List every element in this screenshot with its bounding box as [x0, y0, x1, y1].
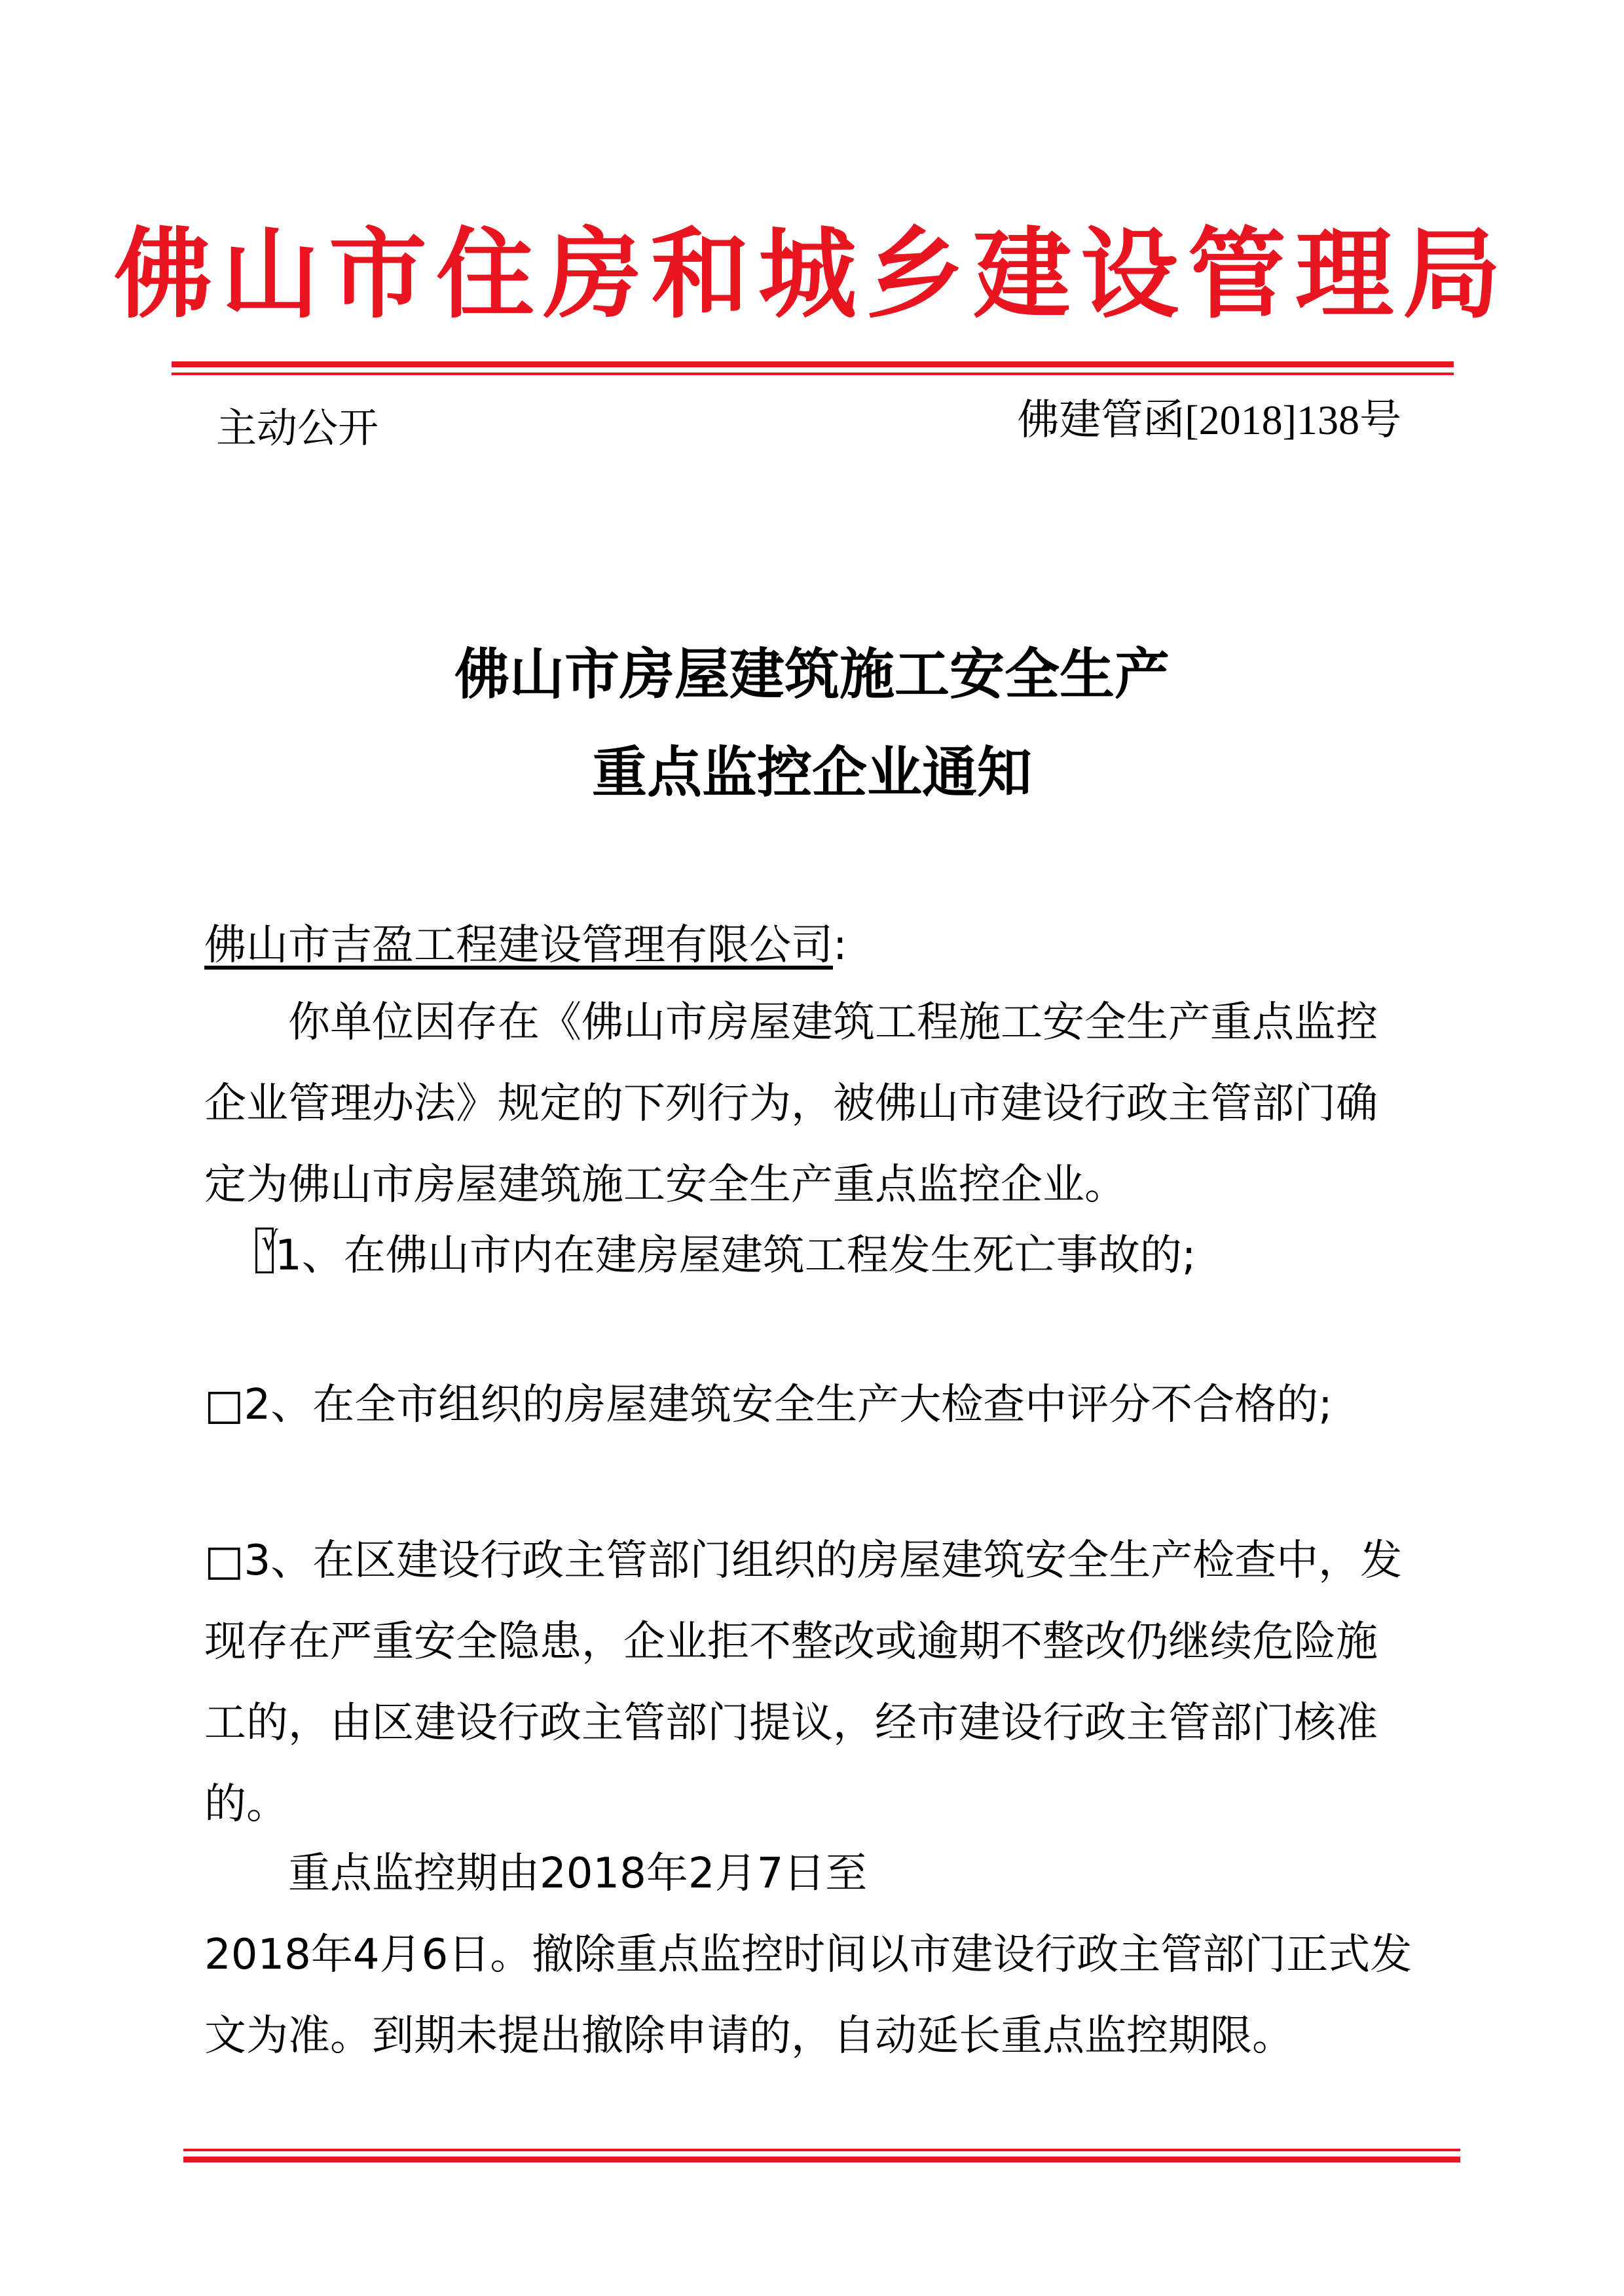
item-3-line-3: 工的，由区建设行政主管部门提议，经市建设行政主管部门核准	[204, 1699, 1378, 1747]
recipient-line	[204, 905, 847, 986]
violation-item-1	[255, 1215, 1196, 1296]
document-number: 佛建管函[2018]138号	[1017, 397, 1401, 443]
violation-item-2	[204, 1364, 1333, 1446]
disclosure-label: 主动公开	[216, 404, 379, 452]
intro-line-3: 定为佛山市房屋建筑施工安全生产重点监控企业。	[204, 1161, 1126, 1209]
item-1-checkbox[interactable]	[255, 1228, 274, 1273]
intro-paragraph	[204, 982, 1378, 1226]
notice-title-line-1: 佛山市房屋建筑施工安全生产	[454, 642, 1170, 706]
item-3-line-2: 现存在严重安全隐患，企业拒不整改或逾期不整改仍继续危险施	[204, 1618, 1378, 1666]
period-line-3: 文为准。到期未提出撤除申请的，自动延长重点监控期限。	[204, 2012, 1294, 2060]
intro-line-1: 你单位因存在《佛山市房屋建筑工程施工安全生产重点监控	[288, 998, 1378, 1047]
recipient-name: 佛山市吉盈工程建设管理有限公司	[204, 921, 833, 970]
recipient-colon: :	[833, 921, 847, 970]
item-1-text: 1、在佛山市内在建房屋建筑工程发生死亡事故的;	[275, 1231, 1196, 1280]
violation-item-3	[204, 1520, 1402, 1845]
notice-title-line-2: 重点监控企业通知	[591, 740, 1032, 805]
intro-line-2: 企业管理办法》规定的下列行为，被佛山市建设行政主管部门确	[204, 1080, 1378, 1128]
period-line-2: 2018年4月6日。撤除重点监控时间以市建设行政主管部门正式发	[204, 1931, 1412, 1979]
item-2-text: □2、在全市组织的房屋建筑安全生产大检查中评分不合格的;	[204, 1381, 1333, 1429]
header-divider-thick	[172, 361, 1454, 367]
footer-divider-thick	[183, 2157, 1460, 2162]
item-3-line-4: 的。	[204, 1780, 288, 1829]
org-letterhead-title: 佛山市住房和城乡建设管理局	[113, 218, 1510, 332]
period-line-1: 重点监控期由2018年2月7日至	[288, 1850, 868, 1898]
item-3-line-1: □3、在区建设行政主管部门组织的房屋建筑安全生产检查中，发	[204, 1537, 1403, 1585]
header-divider-thin	[172, 373, 1454, 375]
monitoring-period-paragraph	[204, 1833, 1412, 2077]
footer-divider-thin	[183, 2149, 1460, 2151]
